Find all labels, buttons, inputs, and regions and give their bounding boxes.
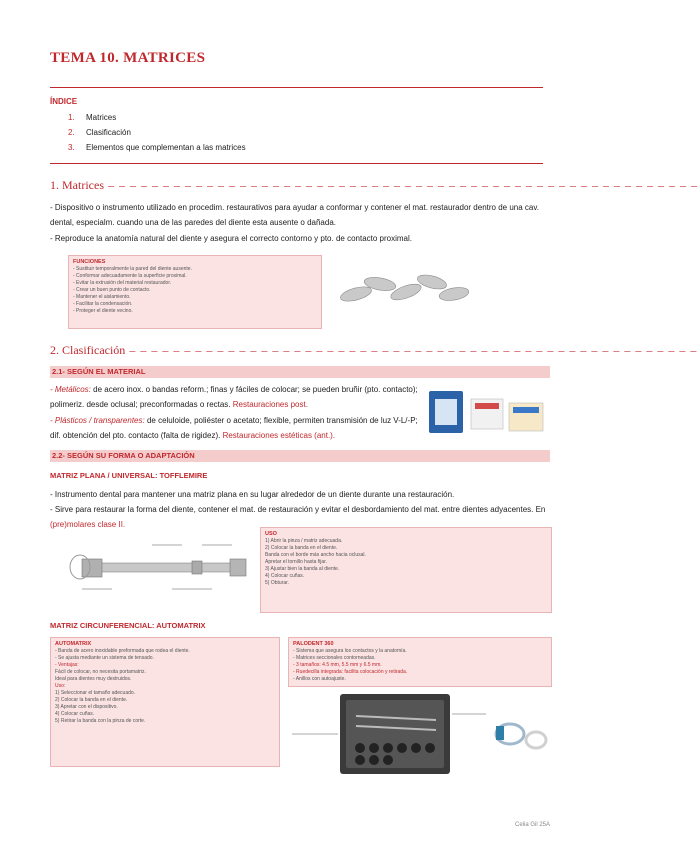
tofflemire-image [62, 533, 252, 603]
uso-line: 5) Obturar. [265, 580, 289, 586]
palodent-kit-image [290, 690, 550, 780]
automatrix-box-heading: AUTOMATRIX [55, 641, 92, 647]
automatrix-line: 2) Colocar la banda en el diente. [55, 697, 128, 703]
metal-paragraph: - Metálicos: de acero inox. o bandas reform.; finas y fáciles de colocar; se pueden bruñir (pto. contacto); polimeriz. desde oclusal; preconformadas o rectas. Restauraciones post. [50, 385, 418, 409]
section1-paragraph-1: - Dispositivo o instrumento utilizado en procedim. restaurativos para ayudar a conformar y contener el mat. restaurador dentro de una cav. dental, especialm. cuando una de las paredes del diente esta ausente o dañada. [50, 203, 539, 227]
footer-author: Celia Gil 25A [514, 822, 550, 828]
plastic-paragraph: - Plásticos / transparentes: de celuloide, poliéster o acetato; flexible, permiten transmisión de luz V-L/-P; dif. obtención del pto. contacto (falta de rigidez). Restauraciones estéticas (ant.). [50, 416, 418, 440]
automatrix-line: 5) Retirar la banda con la pinza de corte. [55, 718, 146, 724]
matrix-packages-image [425, 385, 550, 443]
automatrix-line: 1) Seleccionar el tamaño adecuado. [55, 690, 136, 696]
section1-heading: 1. Matrices – – – – – – – – – – – – – – – – – – – – – – – – – – – – – – – – – – – – – – – – – – – – – – – – – – – – – – [50, 178, 698, 192]
funciones-heading: FUNCIONES [73, 259, 106, 265]
automatrix-line: - Ventajas: [55, 662, 79, 668]
automatrix-line: Fácil de colocar, no necesita portamatriz. [55, 669, 146, 675]
palodent-line: - Sistema que asegura los contactos y la anatomía. [293, 648, 407, 654]
palodent-line: - 3 tamaños: 4.5 mm, 5.5 mm y 6.5 mm. [293, 662, 382, 668]
index-item: 2. Clasificación [68, 128, 131, 137]
index-item: 3. Elementos que complementan a las matrices [68, 143, 246, 152]
palodent-line: - Anillos con autoajuste. [293, 676, 346, 682]
index-divider [50, 163, 543, 164]
tofflemire-paragraph-2: - Sirve para restaurar la forma del diente, contener el mat. de restauración y evitar el desbordamiento del mat. entre dientes adyacentes. En (pre)molares clase II. [50, 505, 546, 529]
section2-2-band: 2.2- SEGÚN SU FORMA O ADAPTACIÓN [50, 450, 550, 462]
tofflemire-paragraph-1: - Instrumento dental para mantener una matriz plana en su lugar alrededor de un diente durante una restauración. [50, 490, 455, 499]
index-heading: ÍNDICE [50, 97, 78, 106]
funciones-line: - Conformar adecuadamente la superficie proximal. [73, 273, 187, 279]
page-title: TEMA 10. MATRICES [50, 50, 206, 66]
section2-heading: 2. Clasificación – – – – – – – – – – – – – – – – – – – – – – – – – – – – – – – – – – – – – – – – – – – – – – – – – – – – [50, 343, 698, 357]
uso-line: Banda con el borde más ancho hacia oclusal. [265, 552, 366, 558]
automatrix-line: - Banda de acero inoxidable preformada que rodea el diente. [55, 648, 190, 654]
automatrix-line: Uso: [55, 683, 66, 689]
metal-matrices-image [338, 262, 473, 312]
automatrix-heading: MATRIZ CIRCUNFERENCIAL: AUTOMATRIX [50, 621, 206, 630]
uso-line: Apretar el tornillo hasta fijar. [265, 559, 327, 565]
tofflemire-heading: MATRIZ PLANA / UNIVERSAL: TOFFLEMIRE [50, 471, 208, 480]
funciones-line: - Crear un buen punto de contacto. [73, 287, 151, 293]
title-divider [50, 87, 543, 88]
section2-1-band: 2.1- SEGÚN EL MATERIAL [50, 366, 550, 378]
automatrix-line: 3) Apretar con el dispositivo. [55, 704, 118, 710]
automatrix-box [50, 637, 280, 767]
palodent-line: - Matrices seccionales contorneadas. [293, 655, 376, 661]
index-list [68, 110, 246, 155]
palodent-box [288, 637, 552, 687]
section1-paragraph-2: - Reproduce la anatomía natural del diente y asegura el correcto contorno y pto. de contacto proximal. [50, 234, 412, 243]
funciones-line: - Evitar la extrusión del material restaurador. [73, 280, 172, 286]
palodent-heading: PALODENT 360 [293, 641, 334, 647]
funciones-line: - Mantener el aislamiento. [73, 294, 131, 300]
funciones-line: - Facilitar la condensación. [73, 301, 133, 307]
uso-heading: USO [265, 531, 277, 537]
uso-line: 2) Colocar la banda en el diente. [265, 545, 338, 551]
automatrix-line: - Se ajusta mediante un sistema de tensado. [55, 655, 154, 661]
automatrix-line: Ideal para dientes muy destruidos. [55, 676, 132, 682]
palodent-line: - Ruedecilla integrada: facilita colocación y retirada. [293, 669, 408, 675]
automatrix-line: 4) Colocar cuñas. [55, 711, 95, 717]
uso-line: 1) Abrir la pinza / matriz adecuada. [265, 538, 343, 544]
funciones-box [68, 255, 322, 329]
uso-box [260, 527, 552, 613]
uso-line: 3) Ajustar bien la banda al diente. [265, 566, 340, 572]
index-item: 1. Matrices [68, 113, 117, 122]
funciones-line: - Proteger el diente vecino. [73, 308, 133, 314]
uso-line: 4) Colocar cuñas. [265, 573, 305, 579]
funciones-line: - Sustituir temporalmente la pared del diente ausente. [73, 266, 192, 272]
